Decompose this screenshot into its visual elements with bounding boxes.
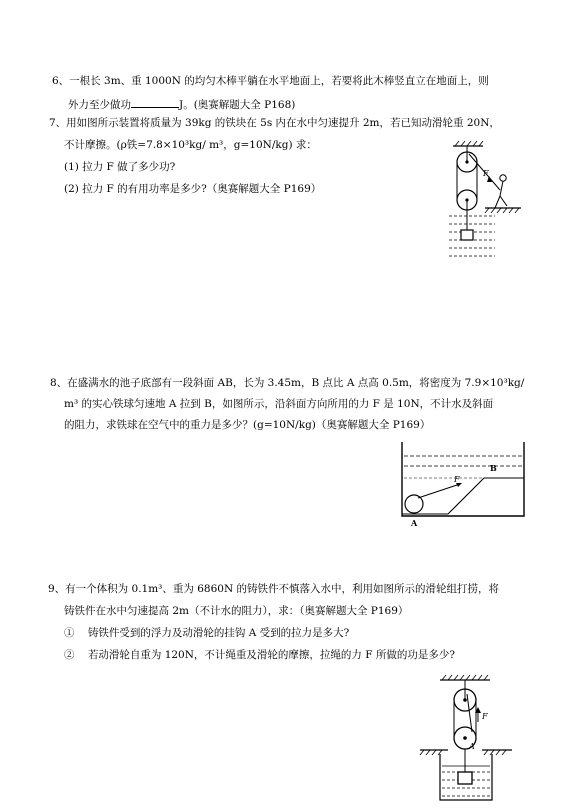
q6-line2-suffix: J。(奥赛解题大全 P168) bbox=[179, 99, 296, 111]
q7-pulley-figure bbox=[445, 138, 525, 258]
q9-line1: 9、有一个体积为 0.1m³、重为 6860N 的铸铁件不慎落入水中，利用如图所示的滑轮组打捞，将 bbox=[48, 583, 499, 595]
q9-line2: 铸铁件在水中匀速提高 2m（不计水的阻力），求：（奥赛解题大全 P169） bbox=[64, 605, 409, 617]
q6-line1: 6、一根长 3m、重 1000N 的均匀木棒平躺在水平地面上，若要将此木棒竖直立在地面上，则 bbox=[52, 75, 489, 87]
q7-line2: 不计摩擦。(ρ铁=7.8×10³kg/ m³，g=10N/kg) 求： bbox=[64, 139, 317, 151]
q6-answer-blank bbox=[131, 96, 179, 108]
q9-sub2 bbox=[64, 648, 455, 662]
q7-fig-label-f: F bbox=[483, 169, 489, 178]
q9-fig-label-a: A bbox=[469, 742, 475, 751]
q9-sub1-text: 铸铁件受到的浮力及动滑轮的挂钩 A 受到的拉力是多大? bbox=[87, 627, 350, 639]
q7-line1: 7、用如图所示装置将质量为 39kg 的铁块在 5s 内在水中匀速提升 2m，若已知动滑轮重 20N， bbox=[49, 117, 500, 129]
q7-sub2: (2) 拉力 F 的有用功率是多少?（奥赛解题大全 P169） bbox=[64, 183, 322, 195]
q8-fig-label-f: F bbox=[454, 475, 460, 484]
q8-line3: 的阻力，求铁球在空气中的重力是多少？(g=10N/kg)（奥赛解题大全 P169） bbox=[64, 419, 431, 431]
q8-fig-label-a: A bbox=[411, 518, 418, 528]
q6-line2-prefix: 外力至少做功 bbox=[68, 99, 131, 111]
q7-sub1: (1) 拉力 F 做了多少功? bbox=[64, 161, 176, 173]
q8-line2: m³ 的实心铁球匀速地 A 拉到 B，如图所示，沿斜面方向所用的力 F 是 10N，不计水及斜面 bbox=[64, 398, 494, 410]
q8-incline-figure bbox=[398, 440, 528, 528]
q9-sub2-text: 若动滑轮自重为 120N，不计绳重及滑轮的摩擦，拉绳的力 F 所做的功是多少? bbox=[87, 649, 456, 661]
q8-fig-label-b: B bbox=[490, 463, 497, 473]
q9-sub2-number: ② bbox=[64, 649, 75, 661]
q9-sub1-number: ① bbox=[64, 627, 75, 639]
q6-line2 bbox=[68, 96, 295, 112]
q9-pulley-figure bbox=[416, 672, 516, 806]
q9-sub1 bbox=[64, 626, 349, 640]
q8-line1: 8、在盛满水的池子底部有一段斜面 AB，长为 3.45m，B 点比 A 点高 0.5m，将密度为 7.9×10³kg/ bbox=[50, 377, 525, 389]
q9-fig-label-f: F bbox=[482, 712, 488, 721]
